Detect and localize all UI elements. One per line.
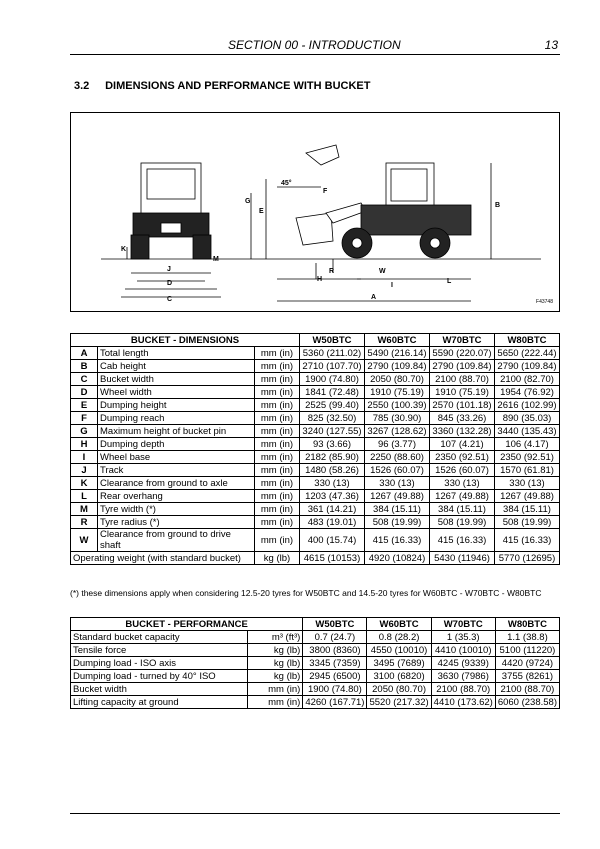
table-row <box>71 644 560 657</box>
dimension-letter: F <box>71 412 98 425</box>
value-cell: 3345 (7359) <box>303 657 367 670</box>
column-header: W80BTC <box>495 334 560 347</box>
dimension-description: Dumping height <box>98 399 255 412</box>
dimension-description: Wheel width <box>98 386 255 399</box>
performance-body <box>71 631 560 709</box>
table-row <box>71 477 560 490</box>
page-number: 13 <box>544 38 558 52</box>
value-cell: 2100 (88.70) <box>495 683 559 696</box>
section-heading <box>74 80 371 92</box>
table-row <box>71 347 560 360</box>
column-header: W50BTC <box>300 334 365 347</box>
header-title: SECTION 00 - INTRODUCTION <box>228 38 401 52</box>
dimension-letter: I <box>71 451 98 464</box>
value-cell: 3495 (7689) <box>367 657 431 670</box>
dimension-letter: E <box>71 399 98 412</box>
unit-cell: mm (in) <box>255 490 300 503</box>
value-cell: 2710 (107.70) <box>300 360 365 373</box>
column-header: W80BTC <box>495 618 559 631</box>
table-header: BUCKET - DIMENSIONS <box>71 334 300 347</box>
value-cell: 3755 (8261) <box>495 670 559 683</box>
label-C: C <box>167 296 173 303</box>
value-cell: 4260 (167.71) <box>303 696 367 709</box>
unit-cell: mm (in) <box>255 386 300 399</box>
column-header: W50BTC <box>303 618 367 631</box>
value-cell: 4410 (10010) <box>431 644 495 657</box>
value-cell: 845 (33.26) <box>430 412 495 425</box>
value-cell: 0.8 (28.2) <box>367 631 431 644</box>
value-cell: 93 (3.66) <box>300 438 365 451</box>
label-E: E <box>259 208 264 215</box>
dimension-letter: W <box>71 529 98 552</box>
table-row <box>71 438 560 451</box>
dimension-letter: G <box>71 425 98 438</box>
table-row <box>71 386 560 399</box>
value-cell: 2616 (102.99) <box>495 399 560 412</box>
table-row <box>71 552 560 565</box>
table-row <box>71 399 560 412</box>
value-cell: 2182 (85.90) <box>300 451 365 464</box>
value-cell: 2790 (109.84) <box>430 360 495 373</box>
table-row <box>71 360 560 373</box>
value-cell: 1910 (75.19) <box>430 386 495 399</box>
table-row <box>71 696 560 709</box>
value-cell: 2550 (100.39) <box>365 399 430 412</box>
dimension-letter: A <box>71 347 98 360</box>
table-header: BUCKET - PERFORMANCE <box>71 618 303 631</box>
dimension-description: Rear overhang <box>98 490 255 503</box>
value-cell: 1526 (60.07) <box>365 464 430 477</box>
value-cell: 3800 (8360) <box>303 644 367 657</box>
value-cell: 483 (19.01) <box>300 516 365 529</box>
value-cell: 1900 (74.80) <box>300 373 365 386</box>
value-cell: 1526 (60.07) <box>430 464 495 477</box>
value-cell: 1 (35.3) <box>431 631 495 644</box>
figure-code: F43748 <box>536 299 553 305</box>
unit-cell: m³ (ft³) <box>248 631 303 644</box>
unit-cell: mm (in) <box>255 438 300 451</box>
unit-cell: mm (in) <box>255 529 300 552</box>
label-R: R <box>329 268 335 275</box>
value-cell: 5590 (220.07) <box>430 347 495 360</box>
value-cell: 2945 (6500) <box>303 670 367 683</box>
value-cell: 330 (13) <box>365 477 430 490</box>
dimension-description: Tyre radius (*) <box>98 516 255 529</box>
label-F: F <box>323 188 328 195</box>
unit-cell: mm (in) <box>248 696 303 709</box>
value-cell: 330 (13) <box>495 477 560 490</box>
performance-description: Dumping load - turned by 40° ISO <box>71 670 248 683</box>
value-cell: 508 (19.99) <box>495 516 560 529</box>
value-cell: 4615 (10153) <box>300 552 365 565</box>
table-row <box>71 464 560 477</box>
performance-description: Tensile force <box>71 644 248 657</box>
label-L: L <box>447 278 452 285</box>
unit-cell: mm (in) <box>255 477 300 490</box>
dimension-description: Track <box>98 464 255 477</box>
loader-dimension-drawing <box>70 112 560 312</box>
header-rule <box>70 54 560 55</box>
value-cell: 415 (16.33) <box>495 529 560 552</box>
column-header: W60BTC <box>367 618 431 631</box>
value-cell: 890 (35.03) <box>495 412 560 425</box>
value-cell: 384 (15.11) <box>430 503 495 516</box>
value-cell: 1841 (72.48) <box>300 386 365 399</box>
unit-cell: mm (in) <box>255 425 300 438</box>
label-M: M <box>213 256 219 263</box>
value-cell: 330 (13) <box>430 477 495 490</box>
unit-cell: mm (in) <box>255 451 300 464</box>
value-cell: 2100 (82.70) <box>495 373 560 386</box>
bucket-dimensions-table <box>70 333 560 565</box>
table-row <box>71 490 560 503</box>
value-cell: 785 (30.90) <box>365 412 430 425</box>
label-G: G <box>245 198 251 205</box>
dimension-letter: C <box>71 373 98 386</box>
dimension-letter: L <box>71 490 98 503</box>
value-cell: 2100 (88.70) <box>431 683 495 696</box>
value-cell: 3100 (6820) <box>367 670 431 683</box>
table-header-row <box>71 334 560 347</box>
unit-cell: mm (in) <box>255 516 300 529</box>
table-row <box>71 657 560 670</box>
value-cell: 5100 (11220) <box>495 644 559 657</box>
table-row <box>71 373 560 386</box>
value-cell: 508 (19.99) <box>365 516 430 529</box>
table-row <box>71 670 560 683</box>
label-I: I <box>391 282 393 289</box>
dimensions-body <box>71 347 560 565</box>
value-cell: 2525 (99.40) <box>300 399 365 412</box>
column-header: W70BTC <box>430 334 495 347</box>
section-title: DIMENSIONS AND PERFORMANCE WITH BUCKET <box>105 80 371 92</box>
value-cell: 5430 (11946) <box>430 552 495 565</box>
dimension-letter: H <box>71 438 98 451</box>
value-cell: 4245 (9339) <box>431 657 495 670</box>
value-cell: 5360 (211.02) <box>300 347 365 360</box>
performance-description: Lifting capacity at ground <box>71 696 248 709</box>
value-cell: 415 (16.33) <box>365 529 430 552</box>
value-cell: 5490 (216.14) <box>365 347 430 360</box>
unit-cell: mm (in) <box>255 412 300 425</box>
value-cell: 1480 (58.26) <box>300 464 365 477</box>
value-cell: 2050 (80.70) <box>367 683 431 696</box>
label-45: 45° <box>281 180 292 187</box>
value-cell: 4420 (9724) <box>495 657 559 670</box>
value-cell: 0.7 (24.7) <box>303 631 367 644</box>
table-row <box>71 425 560 438</box>
dimension-letter: D <box>71 386 98 399</box>
unit-cell: mm (in) <box>255 347 300 360</box>
value-cell: 4920 (10824) <box>365 552 430 565</box>
unit-cell: kg (lb) <box>255 552 300 565</box>
value-cell: 3630 (7986) <box>431 670 495 683</box>
value-cell: 3440 (135.43) <box>495 425 560 438</box>
value-cell: 1.1 (38.8) <box>495 631 559 644</box>
value-cell: 4410 (173.62) <box>431 696 495 709</box>
page-header <box>70 36 560 54</box>
value-cell: 1267 (49.88) <box>495 490 560 503</box>
dimension-description: Wheel base <box>98 451 255 464</box>
unit-cell: mm (in) <box>255 464 300 477</box>
unit-cell: mm (in) <box>255 503 300 516</box>
dimension-letter: K <box>71 477 98 490</box>
dimension-description: Tyre width (*) <box>98 503 255 516</box>
value-cell: 6060 (238.58) <box>495 696 559 709</box>
value-cell: 1267 (49.88) <box>365 490 430 503</box>
value-cell: 2350 (92.51) <box>495 451 560 464</box>
value-cell: 2250 (88.60) <box>365 451 430 464</box>
value-cell: 508 (19.99) <box>430 516 495 529</box>
value-cell: 3240 (127.55) <box>300 425 365 438</box>
value-cell: 3267 (128.62) <box>365 425 430 438</box>
value-cell: 2350 (92.51) <box>430 451 495 464</box>
unit-cell: mm (in) <box>255 399 300 412</box>
unit-cell: mm (in) <box>255 360 300 373</box>
value-cell: 5650 (222.44) <box>495 347 560 360</box>
dimension-description: Dumping reach <box>98 412 255 425</box>
unit-cell: kg (lb) <box>248 670 303 683</box>
table-row <box>71 516 560 529</box>
value-cell: 5520 (217.32) <box>367 696 431 709</box>
side-view-loader <box>251 145 491 301</box>
dimension-description: Clearance from ground to drive shaft <box>98 529 255 552</box>
dimension-letter: R <box>71 516 98 529</box>
value-cell: 384 (15.11) <box>365 503 430 516</box>
value-cell: 384 (15.11) <box>495 503 560 516</box>
value-cell: 2050 (80.70) <box>365 373 430 386</box>
table-row <box>71 412 560 425</box>
table-row <box>71 683 560 696</box>
front-view-loader <box>121 163 221 297</box>
table-row <box>71 503 560 516</box>
value-cell: 2790 (109.84) <box>495 360 560 373</box>
value-cell: 1954 (76.92) <box>495 386 560 399</box>
dimension-description: Clearance from ground to axle <box>98 477 255 490</box>
label-W: W <box>379 268 386 275</box>
value-cell: 2100 (88.70) <box>430 373 495 386</box>
footer-rule <box>70 813 560 814</box>
dimension-letter: J <box>71 464 98 477</box>
dimension-description: Maximum height of bucket pin <box>98 425 255 438</box>
dimension-letter: B <box>71 360 98 373</box>
column-header: W60BTC <box>365 334 430 347</box>
value-cell: 1267 (49.88) <box>430 490 495 503</box>
section-number: 3.2 <box>74 80 90 92</box>
value-cell: 825 (32.50) <box>300 412 365 425</box>
unit-cell: mm (in) <box>248 683 303 696</box>
value-cell: 415 (16.33) <box>430 529 495 552</box>
label-H: H <box>317 276 323 283</box>
performance-description: Dumping load - ISO axis <box>71 657 248 670</box>
value-cell: 1570 (61.81) <box>495 464 560 477</box>
value-cell: 4550 (10010) <box>367 644 431 657</box>
value-cell: 330 (13) <box>300 477 365 490</box>
loader-drawing-svg <box>71 113 561 313</box>
dimension-description: Total length <box>98 347 255 360</box>
value-cell: 2570 (101.18) <box>430 399 495 412</box>
label-J: J <box>167 266 171 273</box>
unit-cell: kg (lb) <box>248 657 303 670</box>
table-row <box>71 529 560 552</box>
dimension-description: Dumping depth <box>98 438 255 451</box>
bucket-performance-table <box>70 617 560 709</box>
performance-description: Bucket width <box>71 683 248 696</box>
label-B: B <box>495 202 501 209</box>
label-A: A <box>371 294 377 301</box>
dimension-description: Bucket width <box>98 373 255 386</box>
value-cell: 400 (15.74) <box>300 529 365 552</box>
unit-cell: kg (lb) <box>248 644 303 657</box>
column-header: W70BTC <box>431 618 495 631</box>
value-cell: 1910 (75.19) <box>365 386 430 399</box>
footnote: (*) these dimensions apply when considering 12.5-20 tyres for W50BTC and 14.5-20 tyres for W60BTC - W70BTC - W80BTC <box>70 588 542 598</box>
value-cell: 5770 (12695) <box>495 552 560 565</box>
table-header-row <box>71 618 560 631</box>
unit-cell: mm (in) <box>255 373 300 386</box>
value-cell: 361 (14.21) <box>300 503 365 516</box>
value-cell: 107 (4.21) <box>430 438 495 451</box>
value-cell: 106 (4.17) <box>495 438 560 451</box>
table-row <box>71 631 560 644</box>
value-cell: 1900 (74.80) <box>303 683 367 696</box>
label-K: K <box>121 246 127 253</box>
value-cell: 96 (3.77) <box>365 438 430 451</box>
dimension-description: Operating weight (with standard bucket) <box>71 552 255 565</box>
performance-description: Standard bucket capacity <box>71 631 248 644</box>
value-cell: 2790 (109.84) <box>365 360 430 373</box>
value-cell: 1203 (47.36) <box>300 490 365 503</box>
dimension-description: Cab height <box>98 360 255 373</box>
dimension-letter: M <box>71 503 98 516</box>
label-D: D <box>167 280 173 287</box>
value-cell: 3360 (132.28) <box>430 425 495 438</box>
table-row <box>71 451 560 464</box>
